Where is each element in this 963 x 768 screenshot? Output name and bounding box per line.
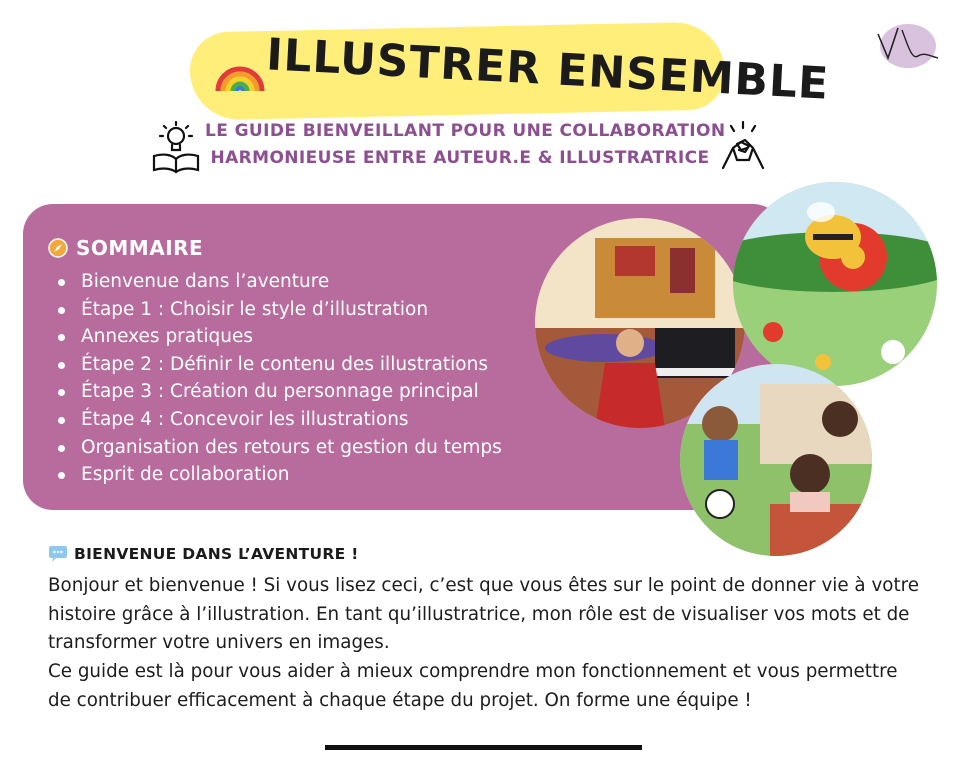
rainbow-icon xyxy=(214,47,266,93)
toc-item: Esprit de collaboration xyxy=(56,461,536,489)
table-of-contents xyxy=(56,268,536,489)
speech-bubble-icon xyxy=(48,545,68,563)
section-header xyxy=(48,542,359,566)
toc-item: Annexes pratiques xyxy=(56,323,536,351)
paragraph-line: Bonjour et bienvenue ! Si vous lisez ceci, c’est que vous êtes sur le point de donner vie à votre xyxy=(48,575,919,596)
illustration-bee xyxy=(733,182,937,386)
compass-icon xyxy=(48,238,68,258)
welcome-paragraph-1 xyxy=(48,572,938,658)
toc-item: Étape 1 : Choisir le style d’illustration xyxy=(56,296,536,324)
paragraph-line: histoire grâce à l’illustration. En tant qu’illustratrice, mon rôle est de visualiser vos mots et de xyxy=(48,603,910,625)
paragraph-line: transformer votre univers en images. xyxy=(48,632,390,653)
toc-item: Étape 4 : Concevoir les illustrations xyxy=(56,406,536,434)
welcome-paragraph-2 xyxy=(48,658,938,715)
footer-divider xyxy=(325,745,642,750)
section-title: BIENVENUE DANS L’AVENTURE ! xyxy=(74,545,359,563)
paragraph-line: Ce guide est là pour vous aider à mieux comprendre mon fonctionnement et vous permettre xyxy=(48,661,898,682)
subtitle-line-1: LE GUIDE BIENVEILLANT POUR UNE COLLABORATION xyxy=(205,121,726,141)
toc-item: Bienvenue dans l’aventure xyxy=(56,268,536,296)
toc-item: Étape 3 : Création du personnage principal xyxy=(56,378,536,406)
illustration-children xyxy=(680,364,872,556)
paragraph-line: de contribuer efficacement à chaque étape du projet. On forme une équipe ! xyxy=(48,689,752,711)
sommaire-title: SOMMAIRE xyxy=(76,236,204,260)
toc-item: Étape 2 : Définir le contenu des illustrations xyxy=(56,351,536,379)
handshake-icon xyxy=(715,118,771,176)
toc-item: Organisation des retours et gestion du temps xyxy=(56,434,536,462)
signature-logo xyxy=(868,16,944,72)
book-lightbulb-icon xyxy=(150,120,202,176)
subtitle-line-2: HARMONIEUSE ENTRE AUTEUR.E & ILLUSTRATRICE xyxy=(210,148,710,168)
page-title: ILLUSTRER ENSEMBLE xyxy=(264,29,831,110)
sommaire-header xyxy=(48,234,203,262)
